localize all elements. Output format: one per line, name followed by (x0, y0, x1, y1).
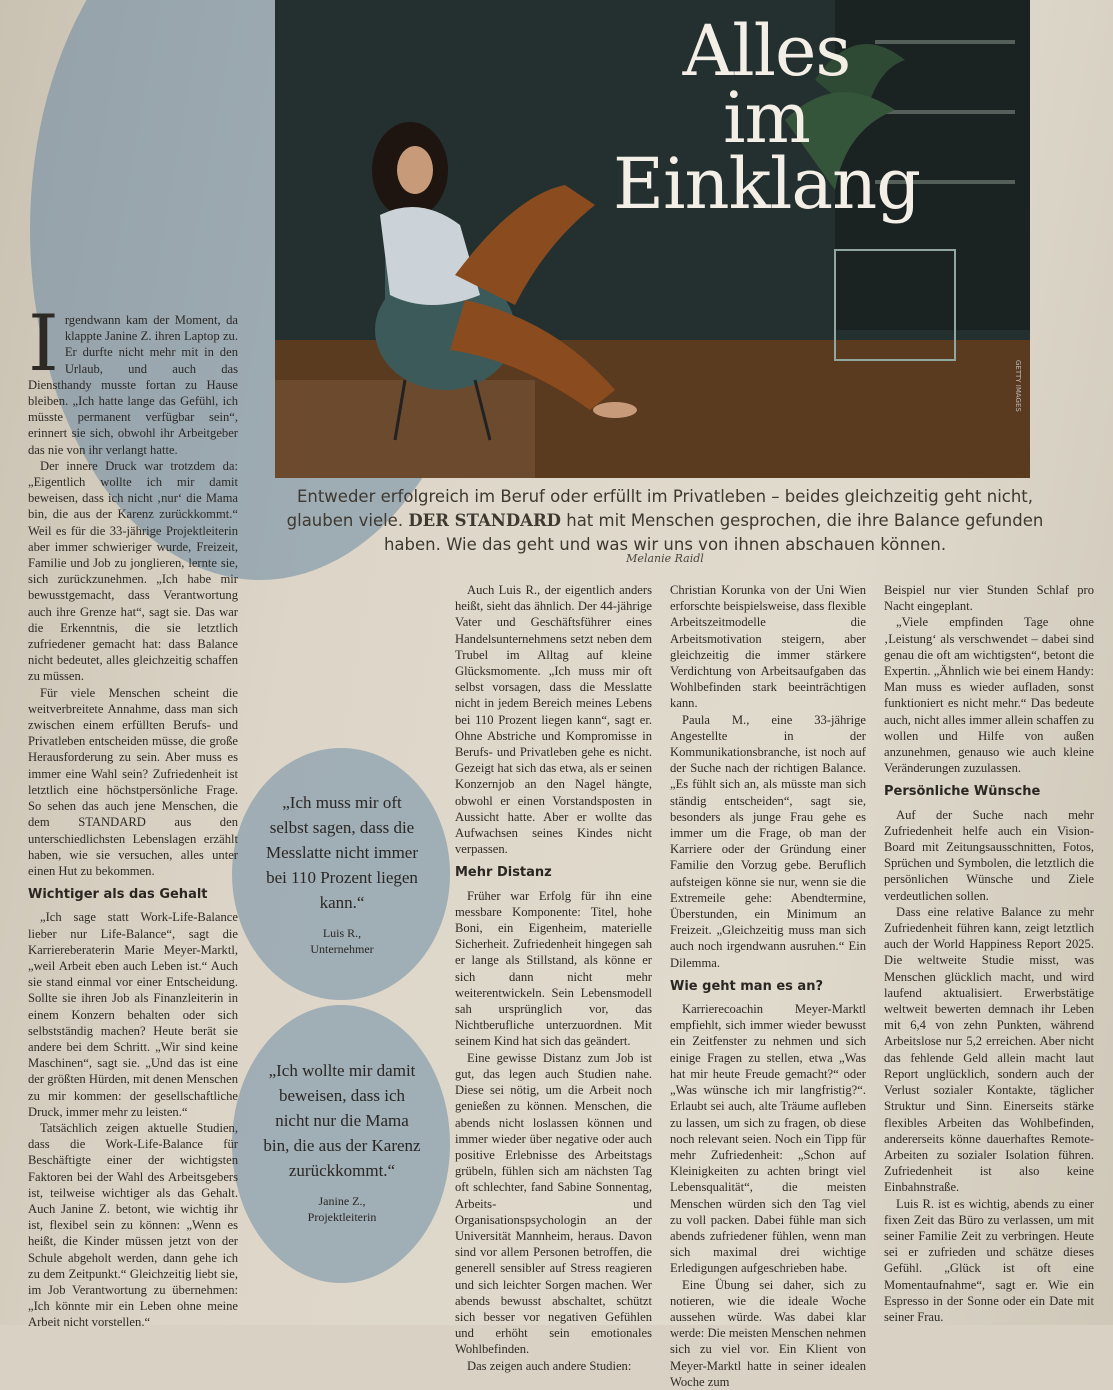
photo-credit: GETTY IMAGES (1014, 360, 1022, 412)
teaser-part-1: Entweder erfolgreich im Beruf oder erfüllt im Privatleben – beides gleichzeitig geht nicht, glauben viele. (286, 487, 1034, 530)
subheading-gehalt: Wichtiger als das Gehalt (28, 887, 208, 903)
article-column-4 (884, 582, 1094, 1325)
pull-quote-1-text: „Ich muss mir oft selbst sagen, dass die Messlatte nicht immer bei 110 Prozent liegen kann.“ (265, 793, 419, 912)
article-column-3 (670, 582, 866, 1390)
col1-paragraph-5: Tatsächlich zeigen aktuelle Studien, dass die Work-Life-Balance für Beschäftigte einer der wichtigsten Faktoren bei der Wahl des Arbeitsgebers ist, teilweise wichtiger als das Gehalt. Auch Janine Z. betont, wie wichtig ihr ist, flexibel sein zu können: „Wenn es heißt, die Kinder müssen jetzt von der Schule abgeholt werden, dann gehe ich zu dem Zeitpunkt.“ Gleichzeitig liebt sie, im Job Verantwortung zu übernehmen: „Ich könnte mir ein Leben ohne meine Arbeit nicht vorstellen.“ (28, 1120, 238, 1330)
teaser (280, 485, 1050, 557)
teaser-part-2: hat mit Menschen gesprochen, die ihre Balance gefunden haben. Wie das geht und was wir uns von ihnen abschauen können. (383, 511, 1044, 554)
subheading-wie-geht-man: Wie geht man es an? (670, 978, 824, 994)
pull-quote-2 (262, 1058, 422, 1225)
article-column-1 (28, 299, 238, 1331)
subheading-distanz: Mehr Distanz (455, 865, 552, 881)
drop-cap: I (28, 299, 59, 389)
pull-quote-1-role: Unternehmer (310, 942, 374, 956)
intro-paragraph (28, 299, 238, 458)
pull-quote-1-name: Luis R., (322, 926, 362, 940)
col4-paragraph-3: Auf der Suche nach mehr Zufriedenheit helfe auch ein Vision-Board mit Zeitungsausschnitten, Fotos, Sprüchen und Symbolen, die letztlich die persönlichen Wünsche und Ziele verdeutlichen sollen. (884, 807, 1094, 903)
col2-paragraph-2: Früher war Erfolg für ihn eine messbare Komponente: Titel, hohe Boni, ein Eigenheim, materielle Sicherheit. Zufriedenheit hingegen sah er lange als Stillstand, als könne er sich dann nicht mehr weiterentwickeln. Sein Lebensmodell sah ursprünglich vor, das Nichtberufliche unterzuordnen. Mit seinem Kind hat sich das geändert. (455, 888, 652, 1049)
subheading-wuensche: Persönliche Wünsche (884, 784, 1041, 800)
col4-paragraph-5: Luis R. ist es wichtig, abends zu einer fixen Zeit das Büro zu verlassen, um mit seiner Familie Zeit zu verbringen. Heute sei er zufrieden und schätze dieses Gefühl. „Glück ist oft eine Momentaufnahme“, sagt er. Wie ein Espresso in der Sonne oder ein Date mit seiner Frau. (884, 1196, 1094, 1324)
teaser-brand: DER STANDARD (408, 511, 561, 530)
col1-paragraph-4: „Ich sage statt Work-Life-Balance lieber nur Life-Balance“, sagt die Karriereberaterin Marie Meyer-Marktl, „weil Arbeit eben auch Leben ist.“ Auch sie stand einmal vor einer Entscheidung. Sollte sie ihren Job als Finanzleiterin in einem Konzern behalten oder sich selbstständig machen? Heute berät sie andere bei dem Schritt. „Wir sind keine Maschinen“, sagt sie. „Und das ist eine der größten Hürden, mit denen Menschen zu mir kommen: der gesellschaftliche Druck, immer mehr zu leisten.“ (28, 910, 238, 1119)
pull-quote-2-attribution (262, 1193, 422, 1225)
col3-paragraph-4: Eine Übung sei daher, sich zu notieren, wie die ideale Woche aussehen würde. Was dabei klar werde: Die meisten Menschen nehmen sich zu viel vor. Ein Klient von Meyer-Marktl hatte in seiner idealen Woche zum (670, 1277, 866, 1389)
col3-paragraph-3: Karrierecoachin Meyer-Marktl empfiehlt, sich immer wieder bewusst ein Zeitfenster zu nehmen und sich einige Fragen zu stellen, etwa „Was hat mir heute Freude gemacht?“ oder „Was wünsche ich mir langfristig?“. Erlaubt sei auch, alte Träume aufleben zu lassen, um sich zu fragen, ob diese noch relevant seien. Noch ein Tipp für mehr Zufriedenheit: „Schon auf Kleinigkeiten zu achten bringt viel Lebensqualität“, die meisten Menschen würden sich den Tag viel zu voll packen. Dabei fühle man sich abends zufriedener fühlen, wenn man sich maximal drei wichtige Erledigungen aufgeschrieben habe. (670, 1002, 866, 1276)
col4-paragraph-1: Beispiel nur vier Stunden Schlaf pro Nacht eingeplant. (884, 583, 1094, 614)
pull-quote-2-role: Projektleiterin (307, 1210, 377, 1224)
headline-line-1: Alles (682, 10, 851, 92)
author-byline: Melanie Raidl (626, 552, 704, 565)
article-column-2 (455, 582, 652, 1374)
headline-line-3: Einklang (613, 143, 920, 225)
pull-quote-2-text: „Ich wollte mir damit beweisen, dass ich nicht nur die Mama bin, die aus der Karenz zurückkommt.“ (263, 1061, 421, 1180)
col1-paragraph-2: Der innere Druck war trotzdem da: „Eigentlich wollte ich mir damit beweisen, dass ich nicht ‚nur‘ die Mama bin, die aus der Karenz zurückkommt.“ Weil es für die 33-jährige Projektleiterin aber immer schwieriger wurde, Freizeit, Familie und Job zu jonglieren, lernte sie, sich zurückzunehmen. „Ich habe mir bewusstgemacht, dass Verantwortung auch ihre Grenze hat“, sagt sie. Das war die Erkenntnis, die sie letztlich zufriedener gemacht hat: dass Balance nicht bedeutet, alles gleichzeitig schaffen zu müssen. (28, 458, 238, 684)
col1-paragraph-3: Für viele Menschen scheint die weitverbreitete Annahme, dass man sich zwischen einem erfüllten Berufs- und Privatleben entscheiden müsse, die große Herausforderung zu sein. Aber muss es immer eine Wahl sein? Zufriedenheit ist letztlich eine höchstpersönliche Frage. So sehen das auch jene Menschen, die dem STANDARD aus den unterschiedlichsten Lebenslagen erzählt haben, wie sie versuchen, alles unter einen Hut zu bekommen. (28, 685, 238, 878)
col4-paragraph-2: „Viele empfinden Tage ohne ‚Leistung‘ als verschwendet – dabei sind genau die oft am wichtigsten“, betont die Expertin. „Ähnlich wie bei einem Handy: Man muss es wieder aufladen, sonst funktioniert es nicht mehr.“ Das bedeute auch, nicht alles immer allein schaffen zu wollen und Hilfe von außen anzunehmen, genauso wie auch kleine Veränderungen zuzulassen. (884, 615, 1094, 776)
col3-paragraph-1: Christian Korunka von der Uni Wien erforschte beispielsweise, dass flexible Arbeitszeitmodelle die Arbeitsmotivation steigern, aber gleichzeitig die immer stärkere Verdichtung von Arbeitsaufgaben das Wohlbefinden stark beeinträchtigen kann. (670, 583, 866, 711)
col1-paragraph-1: rgendwann kam der Moment, da klappte Janine Z. ihren Laptop zu. Er durfte nicht mehr mit in den Urlaub, und auch das Diensthandy musste fortan zu Hause bleiben. „Ich hatte lange das Gefühl, ich müsste permanent verfügbar sein“, erinnert sie sich, obwohl ihr Arbeitgeber das nie von ihr verlangt hatte. (28, 313, 238, 457)
col4-paragraph-4: Dass eine relative Balance zu mehr Zufriedenheit führen kann, zeigt letztlich auch der World Happiness Report 2025. Die weltweite Studie misst, was Menschen glücklich macht, und wird laufend aktualisiert. Erwerbstätige weltweit bewerten demnach ihr Leben mit 6,4 von zehn Punkten, während Arbeitslose nur 5,2 erreichen. Aber nicht das fehlende Geld allein macht laut Report unglücklich, sondern auch der Verlust sozialer Kontakte, täglicher Struktur und Sinn. Einerseits stärke flexibles Arbeiten das Wohlbefinden, andererseits könne dauerhaftes Remote-Arbeiten zu sozialer Isolation führen. Zufriedenheit ist also keine Einbahnstraße. (884, 904, 1094, 1195)
headline-line-2: im (723, 76, 810, 159)
pull-quote-1 (262, 790, 422, 957)
col2-paragraph-1: Auch Luis R., der eigentlich anders heißt, sieht das ähnlich. Der 44-jährige Vater und Geschäftsführer eines Handelsunternehmens setzt neben dem Trubel im Alltag auf kleine Glücksmomente. „Ich muss mir oft selbst vorsagen, dass die Messlatte nicht in jedem Bereich meines Lebens bei 110 Prozent liegen kann“, sagt er. Ohne Abstriche und Kompromisse in Berufs- und Privatleben gehe es nicht. Gezeigt hat sich das etwa, als er seinen Konzernjob an den Nagel hängte, obwohl er einen Vorstandsposten in Aussicht hatte. Aber er wollte das Aufwachsen seines Kindes nicht verpassen. (455, 583, 652, 857)
pull-quote-2-name: Janine Z., (318, 1194, 366, 1208)
pull-quote-1-attribution (262, 925, 422, 957)
headline (613, 10, 920, 225)
hero-photo (275, 0, 1030, 478)
col3-paragraph-2: Paula M., eine 33-jährige Angestellte in der Kommunikationsbranche, ist noch auf der Suche nach der richtigen Balance. „Es fühlt sich an, als müsste man sich ständig entscheiden“, sagt sie, besonders als junge Frau gehe es immer um die Frage, ob man der Karriere oder der Gründung einer Familie den Vorzug gebe. Beruflich aufsteigen könne sie nur, wenn sie die Extremeile gehe: Abendtermine, Überstunden, ein Minimum an Freizeit. „Gleichzeitig muss man sich auch noch irgendwann ausruhen.“ Ein Dilemma. (670, 712, 866, 970)
col2-paragraph-4: Das zeigen auch andere Studien: (467, 1358, 632, 1373)
col2-paragraph-3: Eine gewisse Distanz zum Job ist gut, das legen auch Studien nahe. Diese sei nötig, um die Arbeit noch genießen zu können. Menschen, die abends nicht loslassen können und immer wieder über negative oder auch positive Erlebnisse des Arbeitstags grübeln, fühlen sich am nächsten Tag oft schlechter, fand Sabine Sonnentag, Arbeits- und Organisationspsychologin an der Universität Mannheim, heraus. Davon sind vor allem Personen betroffen, die generell sensibler auf Stress reagieren und sich leichter Sorgen machen. Wer abends bewusst abschaltet, schützt sich besser vor negativen Gefühlen und erhöht sein emotionales Wohlbefinden. (455, 1050, 652, 1357)
